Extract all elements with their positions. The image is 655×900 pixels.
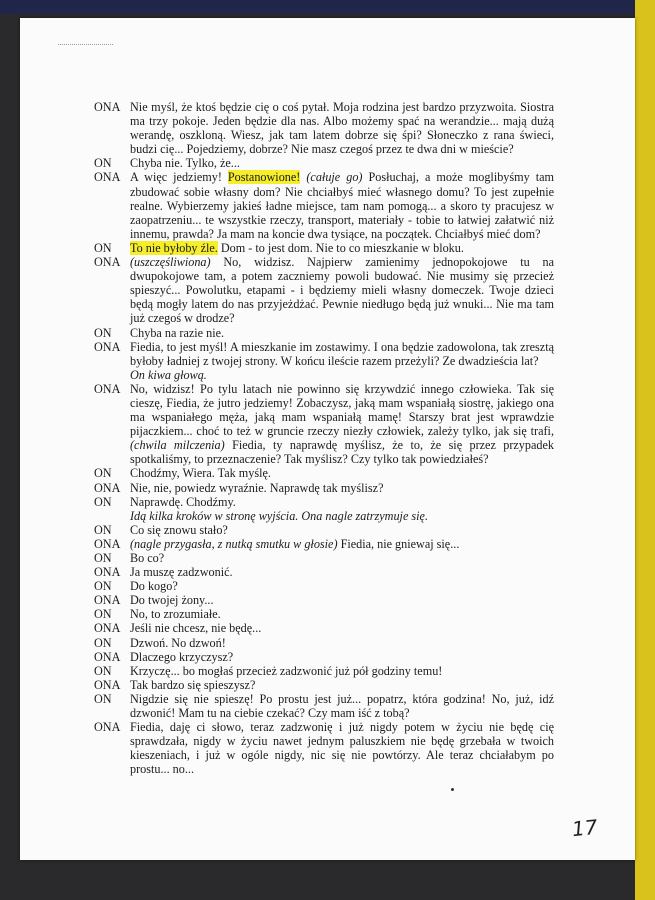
script-page — [20, 18, 635, 860]
speaker-label: ON — [94, 579, 112, 594]
speaker-label: ON — [94, 240, 112, 255]
text-segment: Do kogo? — [130, 579, 178, 594]
text-segment: No, to zrozumiałe. — [130, 607, 221, 622]
highlighted-text: To nie byłoby źle. — [130, 240, 218, 255]
stage-direction-text: (uszczęśliwiona) — [130, 255, 211, 270]
text-segment: Tak bardzo się spieszysz? — [130, 677, 256, 692]
dialogue-text — [130, 466, 554, 480]
stage-direction — [130, 368, 554, 382]
stage-direction-text: (nagle przygasła, z nutką smutku w głosie) — [130, 536, 338, 551]
text-segment: Dom - to jest dom. Nie to co mieszkanie w bloku. — [217, 240, 464, 255]
scan-edge-yellow — [635, 0, 655, 900]
speaker-label: ONA — [94, 649, 121, 664]
speaker-label: ONA — [94, 593, 121, 608]
dialogue-line — [94, 692, 554, 720]
text-segment: Ja muszę zadzwonić. — [130, 565, 233, 580]
dialogue-line — [94, 720, 554, 776]
text-segment: No, widzisz. Najpierw zamienimy jednopokojowe tu na dwupokojowe tam, a potem zaczniemy powoli budować. Nie musimy się przecież spieszyć... Powolutku, etapami - i będziemy mieli własny domeczek. Twoje dzieci będą mogły latem do nas przyjeżdżać. Pewnie niedługo będą już wnuki... Nie ma tam już czegoś w drodze? — [130, 255, 554, 326]
dialogue-line — [94, 509, 554, 523]
dialogue-text — [130, 156, 554, 170]
dialogue-text — [130, 382, 554, 467]
speaker-label: ON — [94, 494, 112, 509]
text-segment: Chyba nie. Tylko, że... — [130, 156, 240, 171]
text-segment: No, widzisz! Po tylu latach nie powinno się krzywdzić innego człowieka. Tak się cieszę, Fiedia, że jutro jedziemy! Zobaczysz, jaką mam wspaniałą siostrę, jakiego ona ma wspaniałego męża, jaką mam wspaniałą mamę! Starszy brat jest wprawdzie pijaczkiem... choć to też w gruncie rzeczy niezły człowiek, zależy tylko, jak się trafi, — [130, 381, 554, 439]
stage-direction-text: (całuje go) — [306, 170, 363, 185]
highlighted-text: Postanowione! — [227, 170, 301, 185]
speaker-label: ONA — [94, 170, 121, 185]
speaker-label: ONA — [94, 677, 121, 692]
text-segment: Nigdzie się nie spieszę! Po prostu jest już... popatrz, która godzina! No, już, idź dzwonić! Mam tu na ciebie czekać? Czy mam iść z tobą? — [130, 691, 554, 721]
speaker-label: ONA — [94, 255, 121, 270]
dialogue-line — [94, 579, 554, 593]
speaker-label: ONA — [94, 480, 121, 495]
speaker-label: ONA — [94, 100, 121, 114]
header-scrawl — [58, 39, 113, 45]
dialogue-text — [130, 537, 554, 551]
stage-direction-text: Idą kilka kroków w stronę wyjścia. Ona nagle zatrzymuje się. — [130, 508, 428, 523]
stage-direction-text: On kiwa głową. — [130, 367, 207, 382]
dialogue-text — [130, 678, 554, 692]
dialogue-text — [130, 255, 554, 325]
text-segment: Do twojej żony... — [130, 593, 214, 608]
dialogue-text — [130, 720, 554, 776]
dialogue-line — [94, 255, 554, 325]
text-segment: Dlaczego krzyczysz? — [130, 649, 234, 664]
dialogue-text — [130, 636, 554, 650]
dialogue-line — [94, 170, 554, 240]
stage-direction-text: (chwila milczenia) — [130, 438, 225, 453]
dialogue-text — [130, 523, 554, 537]
dialogue-line — [94, 593, 554, 607]
dialogue-line — [94, 326, 554, 340]
dialogue-line — [94, 481, 554, 495]
text-segment: Co się znowu stało? — [130, 522, 228, 537]
dialogue-text — [130, 664, 554, 678]
dialogue-text — [130, 621, 554, 635]
speaker-label: ONA — [94, 720, 121, 735]
dialogue-line — [94, 621, 554, 635]
page-number: 17 — [570, 814, 599, 842]
dialogue-line — [94, 607, 554, 621]
speaker-label: ONA — [94, 536, 121, 551]
speaker-label: ONA — [94, 565, 121, 580]
scan-edge-blue — [0, 0, 655, 14]
dialogue-line — [94, 650, 554, 664]
text-segment: Krzyczę... bo mogłaś przecież zadzwonić już pół godziny temu! — [130, 663, 443, 678]
text-segment: Chyba na razie nie. — [130, 325, 225, 340]
dialogue-text — [130, 579, 554, 593]
dialogue-line — [94, 551, 554, 565]
dialogue-text — [130, 593, 554, 607]
speaker-label: ON — [94, 522, 112, 537]
text-segment: Nie myśl, że ktoś będzie cię o coś pytał. Moja rodzina jest bardzo przyzwoita. Siostra ma trzy pokoje. Jeden będzie dla nas. Albo możemy spać na werandzie... mają dużą werandę, oszkloną. Wiesz, jak tam latem dobrze się śpi? Słoneczko z rana świeci, budzi cię... Pojedziemy, dobrze? Nie masz czegoś przez te dwa dni w mieście? — [130, 100, 554, 157]
text-segment: Nie, nie, powiedz wyraźnie. Naprawdę tak myślisz? — [130, 480, 384, 495]
dialogue-body — [94, 100, 554, 777]
dialogue-line — [94, 156, 554, 170]
dialogue-line — [94, 466, 554, 480]
speaker-label: ONA — [94, 339, 121, 354]
dialogue-line — [94, 495, 554, 509]
speaker-label: ON — [94, 156, 112, 171]
ink-dot — [451, 788, 454, 791]
text-segment: Fiedia, to jest myśl! A mieszkanie im zostawimy. I ona będzie zadowolona, tak zresztą byłoby ładniej z twojej strony. W końcu ileście razem przeżyli? Ze dwadzieścia lat? — [130, 339, 554, 368]
dialogue-line — [94, 340, 554, 368]
speaker-label: ON — [94, 325, 112, 340]
dialogue-text — [130, 481, 554, 495]
speaker-label: ON — [94, 691, 112, 706]
speaker-label: ON — [94, 466, 112, 481]
speaker-label: ON — [94, 607, 112, 622]
dialogue-text — [130, 650, 554, 664]
dialogue-line — [94, 678, 554, 692]
speaker-label: ONA — [94, 621, 121, 636]
dialogue-line — [94, 100, 554, 156]
dialogue-line — [94, 537, 554, 551]
text-segment: Fiedia, nie gniewaj się... — [337, 536, 460, 551]
dialogue-text — [130, 241, 554, 255]
text-segment: Fiedia, ty naprawdę myślisz, że to, że się przez przypadek spotkaliśmy, to przeznaczenie? Tak myślisz? Czy tylko tak powiedziałeś? — [130, 438, 554, 467]
speaker-label: ON — [94, 551, 112, 565]
dialogue-text — [130, 692, 554, 720]
dialogue-text — [130, 340, 554, 368]
text-segment: Bo co? — [130, 551, 165, 565]
dialogue-text — [130, 170, 554, 240]
dialogue-text — [130, 565, 554, 579]
dialogue-line — [94, 241, 554, 255]
dialogue-text — [130, 607, 554, 621]
dialogue-line — [94, 523, 554, 537]
dialogue-line — [94, 565, 554, 579]
text-segment: Naprawdę. Chodźmy. — [130, 494, 236, 509]
text-segment: Dzwoń. No dzwoń! — [130, 635, 226, 650]
text-segment: Posłuchaj, a może moglibyśmy tam zbudować sobie własny dom? Nie chciałbyś mieć własnego domu? To jest zupełnie realne. Wybierzemy jakieś ładne miejsce, tam nam pomogą... a skoro ty pracujesz w zaopatrzeniu... te wszystkie rzeczy, transport, materiały - tobie to łatwiej załatwić niż innemu, prawda? Ja mam na koncie dwa tysiące, na początek. Chciałbyś mieć dom? — [130, 170, 554, 241]
text-segment: Jeśli nie chcesz, nie będę... — [130, 621, 262, 636]
text-segment: Chodźmy, Wiera. Tak myślę. — [130, 466, 271, 481]
dialogue-line — [94, 664, 554, 678]
text-segment: Fiedia, daję ci słowo, teraz zadzwonię i już nigdy potem w życiu nie będę cię sprawdzała, nigdy w życiu nawet jednym paluszkiem nie będę grzebała w twoich kieszeniach, i już w ogóle nigdy, nic się nie powtórzy. Ale teraz chciałabym po prostu... no... — [130, 720, 554, 777]
dialogue-line — [94, 368, 554, 382]
dialogue-text — [130, 100, 554, 156]
speaker-label: ONA — [94, 381, 121, 396]
dialogue-line — [94, 636, 554, 650]
dialogue-line — [94, 382, 554, 467]
text-segment: A więc jedziemy! — [130, 170, 228, 185]
stage-direction — [130, 509, 554, 523]
speaker-label: ON — [94, 663, 112, 678]
speaker-label — [94, 509, 130, 523]
dialogue-text — [130, 495, 554, 509]
dialogue-text — [130, 326, 554, 340]
dialogue-text — [130, 551, 554, 565]
speaker-label: ON — [94, 635, 112, 650]
speaker-label — [94, 368, 130, 382]
